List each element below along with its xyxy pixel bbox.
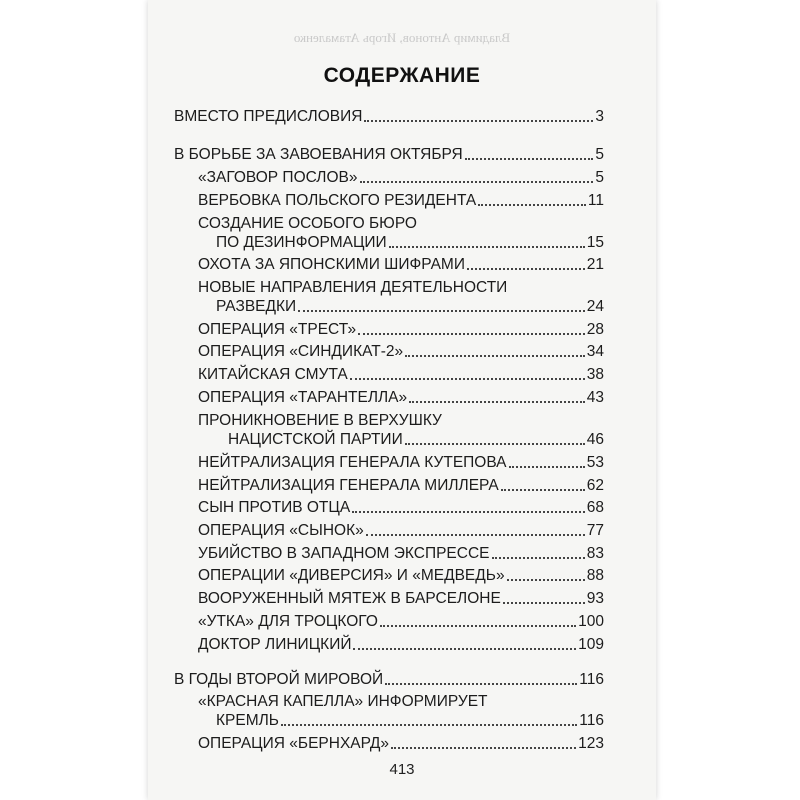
toc-entry: СОЗДАНИЕ ОСОБОГО БЮРО [198,215,417,232]
page-number: 413 [389,761,415,778]
toc-entry: КИТАЙСКАЯ СМУТА 38 [198,366,604,383]
toc-entry: «ЗАГОВОР ПОСЛОВ» 5 [198,169,604,186]
toc-entry: ПО ДЕЗИНФОРМАЦИИ 15 [216,234,604,251]
toc-heading: СОДЕРЖАНИЕ [323,64,481,87]
toc-entry: УБИЙСТВО В ЗАПАДНОМ ЭКСПРЕССЕ 83 [198,545,604,562]
toc-entry: НОВЫЕ НАПРАВЛЕНИЯ ДЕЯТЕЛЬНОСТИ [198,279,508,296]
toc-entry: ДОКТОР ЛИНИЦКИЙ 109 [198,636,604,653]
table-of-contents [148,0,656,800]
toc-entry: ОПЕРАЦИЯ «СИНДИКАТ-2» 34 [198,343,604,360]
toc-entry: ВМЕСТО ПРЕДИСЛОВИЯ 3 [174,108,604,125]
toc-entry: ОПЕРАЦИЯ «ТАРАНТЕЛЛА» 43 [198,389,604,406]
toc-entry: ПРОНИКНОВЕНИЕ В ВЕРХУШКУ [198,412,442,429]
toc-entry: ОХОТА ЗА ЯПОНСКИМИ ШИФРАМИ 21 [198,256,604,273]
toc-entry: ОПЕРАЦИЯ «БЕРНХАРД» 123 [198,735,604,752]
toc-entry: НЕЙТРАЛИЗАЦИЯ ГЕНЕРАЛА КУТЕПОВА 53 [198,454,604,471]
toc-entry: «КРАСНАЯ КАПЕЛЛА» ИНФОРМИРУЕТ [198,693,488,710]
bleed-through-header: Владимир Антонов, Игорь Атамаленко [293,30,511,45]
toc-entry: РАЗВЕДКИ 24 [216,298,604,315]
toc-entry: В БОРЬБЕ ЗА ЗАВОЕВАНИЯ ОКТЯБРЯ 5 [174,146,604,163]
toc-entry: НАЦИСТСКОЙ ПАРТИИ 46 [228,431,604,448]
toc-entry: СЫН ПРОТИВ ОТЦА 68 [198,499,604,516]
toc-entry: ВООРУЖЕННЫЙ МЯТЕЖ В БАРСЕЛОНЕ 93 [198,590,604,607]
toc-entry: ОПЕРАЦИИ «ДИВЕРСИЯ» И «МЕДВЕДЬ» 88 [198,567,604,584]
toc-entry: В ГОДЫ ВТОРОЙ МИРОВОЙ 116 [174,671,604,688]
toc-entry: НЕЙТРАЛИЗАЦИЯ ГЕНЕРАЛА МИЛЛЕРА 62 [198,477,604,494]
toc-entry: КРЕМЛЬ 116 [216,712,604,729]
book-page [148,0,656,800]
toc-entry: ВЕРБОВКА ПОЛЬСКОГО РЕЗИДЕНТА 11 [198,192,604,209]
toc-entry: ОПЕРАЦИЯ «ТРЕСТ» 28 [198,321,604,338]
toc-entry: ОПЕРАЦИЯ «СЫНОК» 77 [198,522,604,539]
toc-entry: «УТКА» ДЛЯ ТРОЦКОГО 100 [198,613,604,630]
